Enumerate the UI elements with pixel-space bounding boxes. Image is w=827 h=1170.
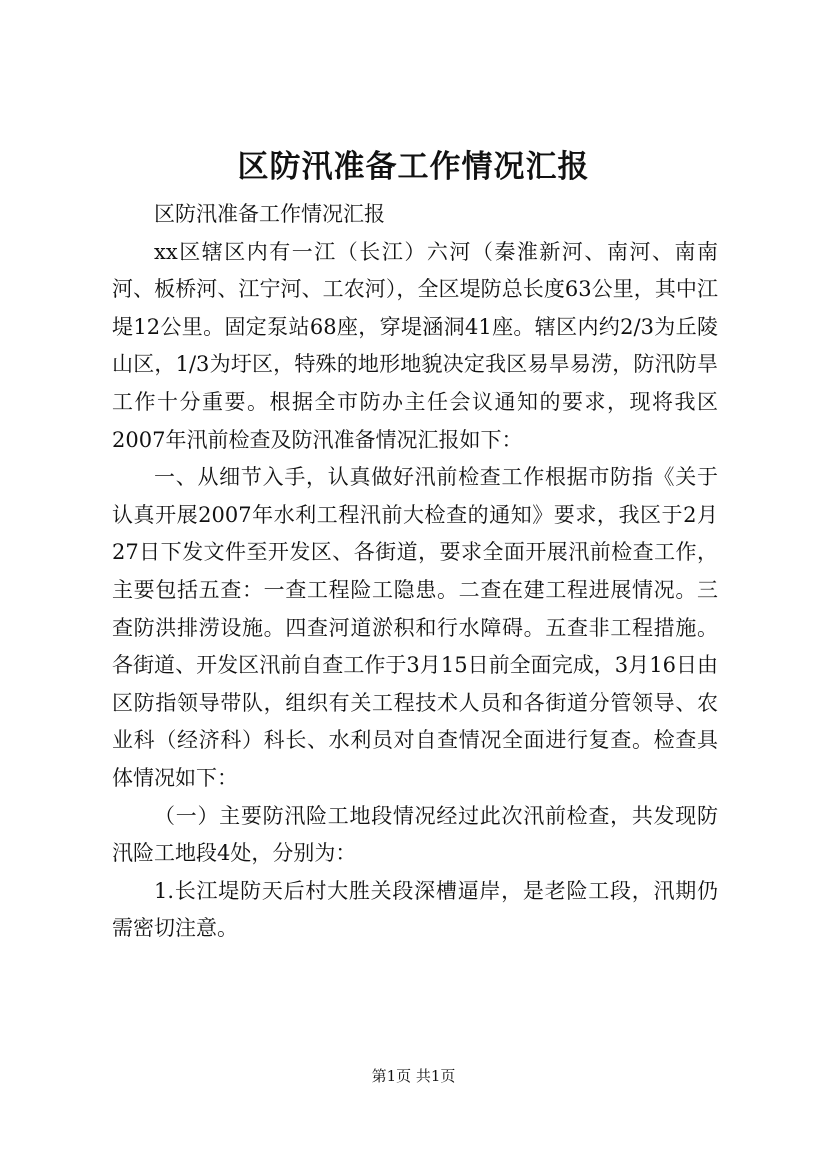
document-body: [112, 196, 718, 948]
document-title: 区防汛准备工作情况汇报: [237, 149, 590, 185]
paragraph-risk-item-1: 1.长江堤防天后村大胜关段深槽逼岸，是老险工段，汛期仍需密切注意。: [112, 878, 718, 941]
paragraph-inspection: 一、从细节入手，认真做好汛前检查工作根据市防指《关于认真开展2007年水利工程汛前大检查的通知》要求，我区于2月27日下发文件至开发区、各街道，要求全面开展汛前检查工作，主要包括五查：一查工程险工隐患。二查在建工程进展情况。三查防洪排涝设施。四查河道淤积和行水障碍。五查非工程措施。各街道、开发区汛前自查工作于3月15日前全面完成，3月16日由区防指领导带队，组织有关工程技术人员和各街道分管领导、农业科（经济科）科长、水利员对自查情况全面进行复查。检查具体情况如下：: [112, 465, 718, 790]
page-footer: 第1页 共1页: [371, 1067, 456, 1085]
paragraph-subtitle: 区防汛准备工作情况汇报: [154, 202, 385, 226]
paragraph-overview: xx区辖区内有一江（长江）六河（秦淮新河、南河、南南河、板桥河、江宁河、工农河），全区堤防总长度63公里，其中江堤12公里。固定泵站68座，穿堤涵洞41座。辖区内约2/3为丘陵山区，1/3为圩区，特殊的地形地貌决定我区易旱易涝，防汛防旱工作十分重要。根据全市防办主任会议通知的要求，现将我区2007年汛前检查及防汛准备情况汇报如下：: [112, 239, 718, 452]
paragraph-risk-sections: （一）主要防汛险工地段情况经过此次汛前检查，共发现防汛险工地段4处，分别为：: [112, 803, 718, 866]
